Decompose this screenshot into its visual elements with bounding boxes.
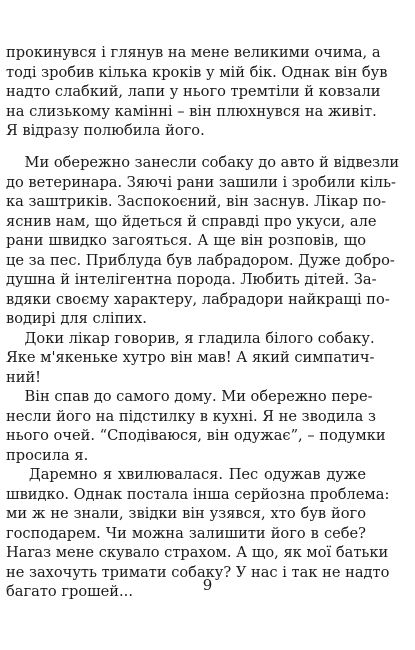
text-line: Я відразу полюбила його. bbox=[6, 122, 205, 139]
paragraph-4 bbox=[6, 387, 386, 465]
paragraph-3 bbox=[6, 329, 375, 388]
text-line: це за пес. Приблуда був лабрадором. Дуже добро- bbox=[6, 251, 395, 269]
text-line: на слизькому камінні – він плюхнувся на живіт. bbox=[6, 102, 377, 120]
text-line: Наraз мене скувало страхом. А що, як мої батьки bbox=[6, 544, 389, 561]
text-line: нього очей. “Сподіваюся, він одужає”, – подумки bbox=[6, 427, 386, 444]
text-body bbox=[6, 153, 400, 602]
text-line: Ми обережно занесли собаку до авто й відвезли bbox=[6, 154, 400, 171]
text-line: до ветеринара. Зяючі рани зашили і зробили кіль- bbox=[6, 173, 396, 191]
text-line: вдяки своєму характеру, лабрадори найкращі по- bbox=[6, 290, 390, 308]
text-line: просила я. bbox=[6, 446, 89, 464]
text-line: водирі для сліпих. bbox=[6, 310, 147, 327]
text-line: душна й інтелігентна порода. Любить дітей. За- bbox=[6, 271, 377, 288]
text-line: не захочуть тримати собаку? У нас і так не надто bbox=[6, 563, 390, 581]
text-line: ка заштриків. Заспокоєний, він заснув. Лікар по- bbox=[6, 193, 387, 210]
page-number: 9 bbox=[202, 576, 213, 594]
text-line: ний! bbox=[6, 368, 42, 386]
text-line: швидко. Однак постала інша серйозна проблема: bbox=[6, 485, 390, 503]
text-line: рани швидко загояться. А ще він розповів, що bbox=[6, 232, 366, 249]
text-line: багато грошей... bbox=[6, 583, 133, 600]
text-line: несли його на підстилку в кухні. Я не зводила з bbox=[6, 407, 376, 425]
text-line: надто слабкий, лапи у нього тремтіли й ковзали bbox=[6, 83, 381, 100]
text-line: господарем. Чи можна залишити його в себе? bbox=[6, 524, 366, 542]
text-line: Він спав до самого дому. Ми обережно пере- bbox=[6, 388, 373, 405]
text-line: ми ж не знали, звідки він узявся, хто був його bbox=[6, 505, 366, 522]
text-line: прокинувся і глянув на мене великими очима, а bbox=[6, 44, 381, 61]
text-line: Доки лікар говорив, я гладила білого собаку. bbox=[6, 329, 375, 347]
text-line: тоді зробив кілька кроків у мій бік. Однак він був bbox=[6, 63, 388, 81]
text-line: яснив нам, що йдеться й справді про укуси, але bbox=[6, 212, 377, 230]
text-line: Даремно я хвилювалася. Пес одужав дуже bbox=[6, 466, 366, 483]
text-line: Яке м'якеньке хутро він мав! А який симпатич- bbox=[6, 349, 375, 366]
paragraph-1 bbox=[6, 43, 388, 141]
paragraph-2 bbox=[6, 153, 400, 329]
